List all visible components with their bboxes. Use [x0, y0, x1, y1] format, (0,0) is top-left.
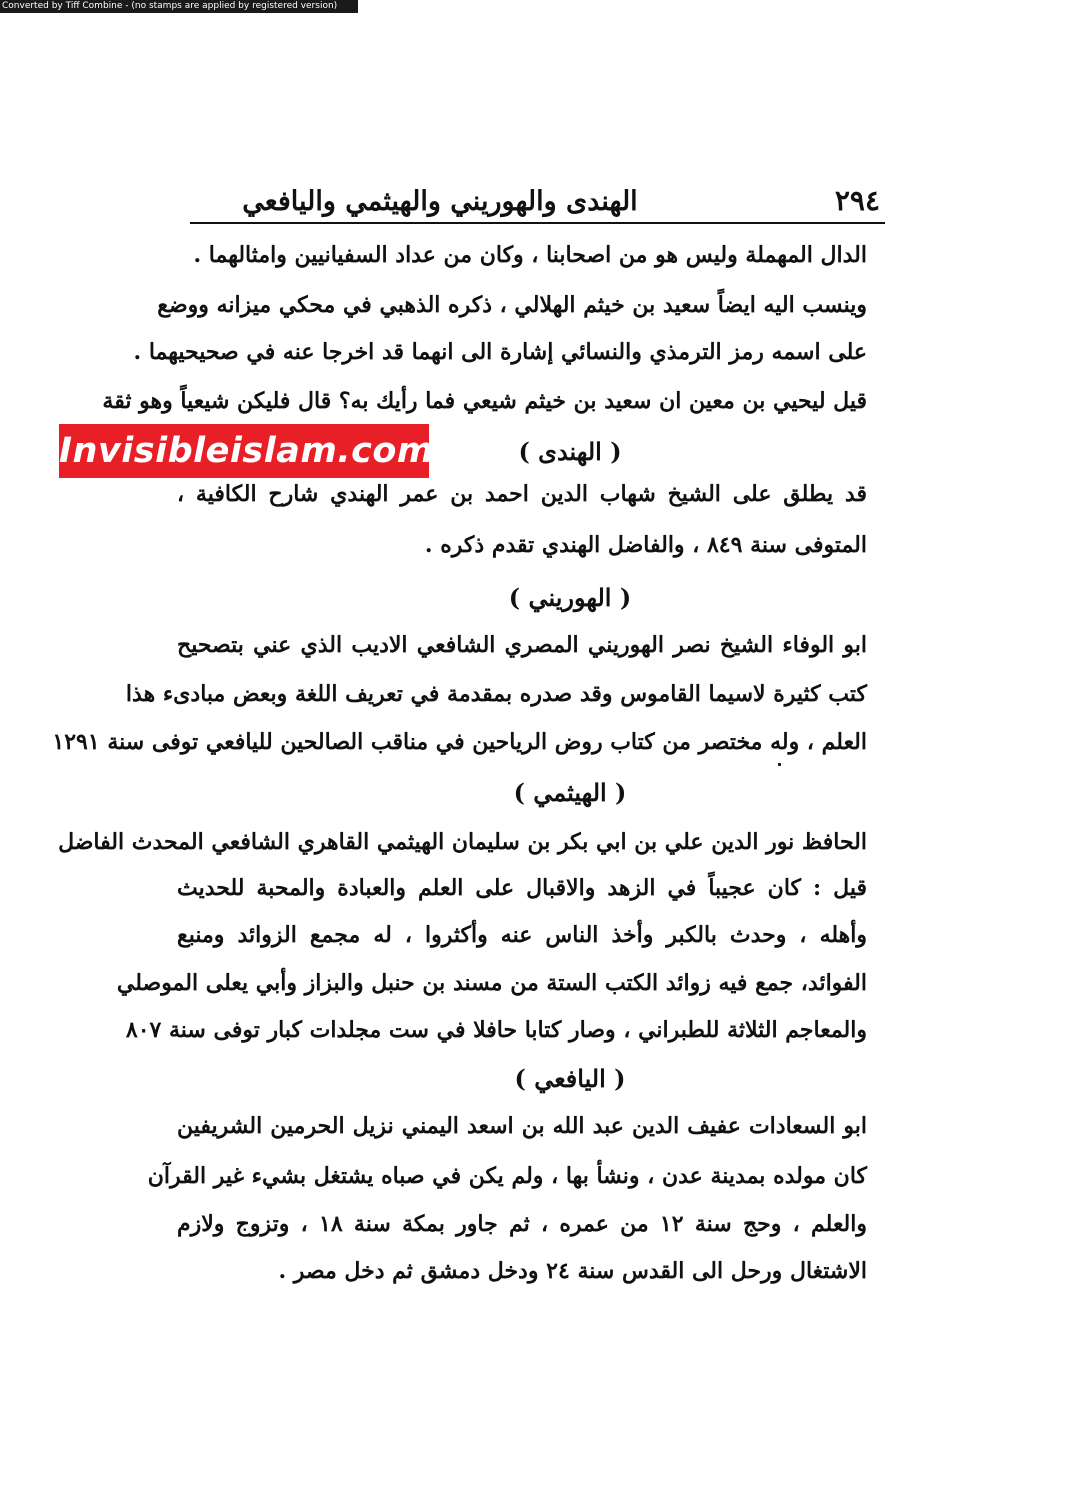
watermark-logo: Invisibleislam.com [59, 424, 429, 478]
text-line: والمعاجم الثلاثة للطبراني ، وصار كتابا حافلا في ست مجلدات كبار توفى سنة ٨٠٧ [125, 1017, 867, 1043]
text-line: المتوفى سنة ٨٤٩ ، والفاضل الهندي تقدم ذكره . [424, 532, 867, 558]
text-line: الفوائد، جمع فيه زوائد الكتب الستة من مسند بن حنبل والبزاز وأبي يعلى الموصلي [116, 970, 867, 996]
text-line: الدال المهملة وليس هو من اصحابنا ، وكان من عداد السفيانيين وامثالهما . [193, 242, 867, 268]
text-line: والعلم ، وحج سنة ١٢ من عمره ، ثم جاور بمكة سنة ١٨ ، وتزوج ولازم [177, 1211, 867, 1237]
text-line: الحافظ نور الدين علي بن ابي بكر بن سليمان الهيثمي القاهري الشافعي المحدث الفاضل [58, 829, 867, 855]
page-number: ٢٩٤ [834, 184, 880, 217]
text-line: وأهله ، وحدث بالكبر وأخذ الناس عنه وأكثروا ، له مجمع الزوائد ومنبع [177, 922, 867, 948]
text-line: الاشتغال ورحل الى القدس سنة ٢٤ ودخل دمشق ثم دخل مصر . [278, 1258, 867, 1284]
section-heading: ( الهوريني ) [508, 583, 632, 612]
section-heading: ( اليافعي ) [514, 1064, 626, 1093]
section-heading: ( الهيثمي ) [513, 778, 627, 807]
header-rule [190, 222, 885, 224]
text-line: ابو السعادات عفيف الدين عبد الله بن اسعد اليمني نزيل الحرمين الشريفين [177, 1113, 867, 1139]
converter-banner: Converted by Tiff Combine - (no stamps are applied by registered version) [0, 0, 358, 13]
text-line: وينسب اليه ايضاً سعيد بن خيثم الهلالي ، ذكره الذهبي في محكي ميزانه ووضع [157, 292, 867, 318]
text-line: قيل : كان عجيباً في الزهد والاقبال على العلم والعبادة والمحبة للحديث [177, 875, 867, 901]
text-line: قد يطلق على الشيخ شهاب الدين احمد بن عمر الهندي شارح الكافية ، [177, 481, 867, 507]
text-line: كان مولده بمدينة عدن ، ونشأ بها ، ولم يكن في صباه يشتغل بشيء غير القرآن [147, 1163, 867, 1189]
text-line: كتب كثيرة لاسيما القاموس وقد صدره بمقدمة في تعريف اللغة وبعض مبادىء هذا [125, 681, 867, 707]
margin-mark [778, 763, 781, 766]
text-line: قيل ليحيي بن معين ان سعيد بن خيثم شيعي فما رأيك به؟ قال فليكن شيعياً وهو ثقة [102, 388, 867, 414]
text-line: على اسمه رمز الترمذي والنسائي إشارة الى انهما قد اخرجا عنه في صحيحيهما . [133, 339, 867, 365]
running-header [190, 180, 880, 220]
section-heading: ( الهندى ) [518, 437, 622, 466]
text-line: العلم ، وله مختصر من كتاب روض الرياحين في مناقب الصالحين لليافعي توفى سنة ١٢٩١ [52, 729, 867, 755]
text-line: ابو الوفاء الشيخ نصر الهوريني المصري الشافعي الاديب الذي عني بتصحيح [177, 632, 867, 658]
header-title: الهندى والهوريني والهيثمي واليافعي [242, 186, 638, 217]
